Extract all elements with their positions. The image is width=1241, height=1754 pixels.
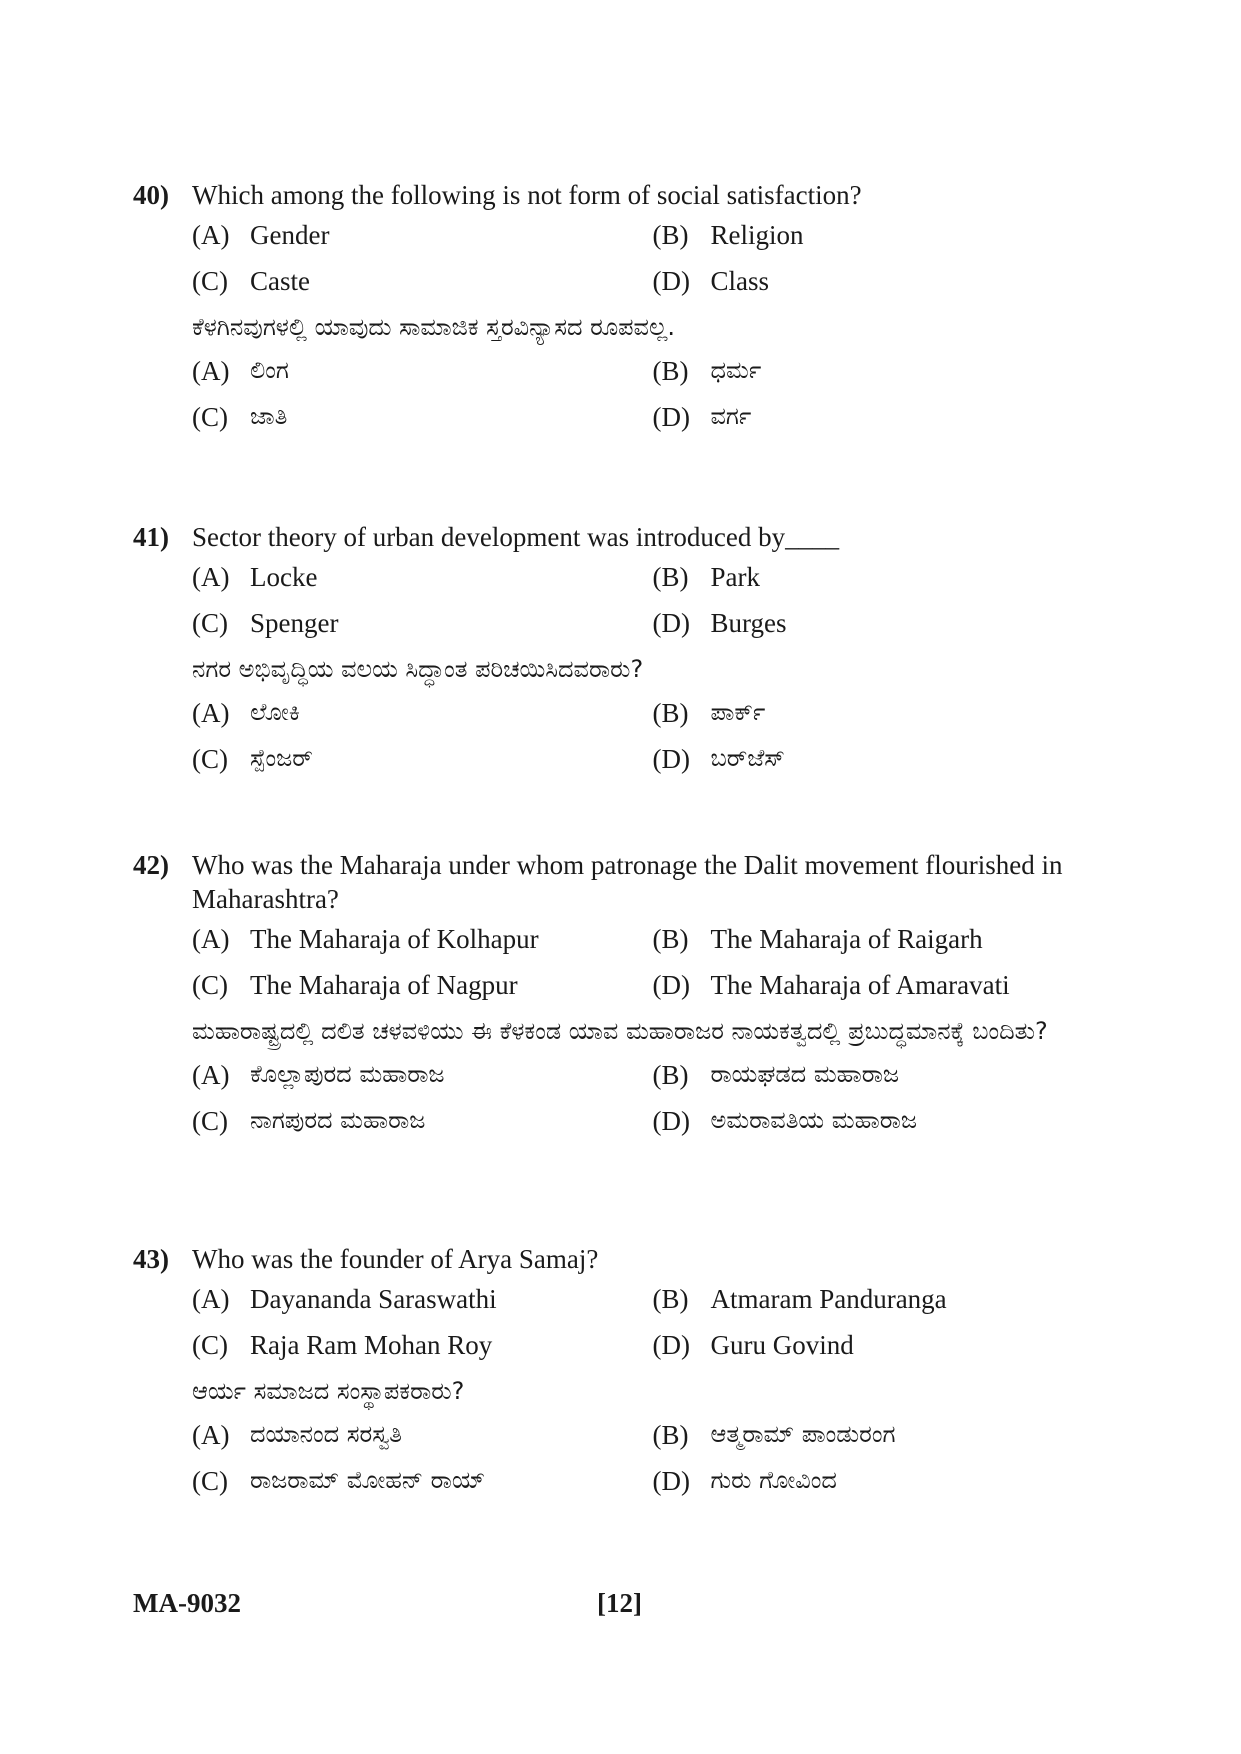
option-b-kannada [653,1060,1114,1091]
option-letter: (D) [652,969,690,1000]
option-text: Park [710,561,760,592]
option-c-kannada [192,744,653,775]
option-a-kannada [192,1060,653,1091]
option-letter: (A) [192,219,230,250]
option-text: ಗುರು ಗೋವಿಂದ [710,1465,837,1494]
question-text-english: Which among the following is not form of social satisfaction? [192,180,862,210]
question-42 [133,848,1113,1144]
option-letter: (C) [192,401,228,432]
option-letter: (A) [192,1059,230,1090]
option-b [653,220,1114,251]
question-text-kannada: ಕೆಳಗಿನವುಗಳಲ್ಲಿ ಯಾವುದು ಸಾಮಾಜಿಕ ಸ್ತರವಿನ್ಯಾಸದ ರೂಪವಲ್ಲ. [192,313,675,341]
option-text: ರಾಯಘಡದ ಮಹಾರಾಜ [710,1059,900,1088]
option-letter: (C) [192,969,228,1000]
option-letter: (D) [652,1465,690,1496]
option-text: Raja Ram Mohan Roy [250,1329,493,1360]
option-c [192,266,653,297]
option-d [653,266,1114,297]
option-letter: (C) [192,743,228,774]
option-text: ರಾಜರಾಮ್ ಮೋಹನ್ ರಾಯ್ [250,1465,486,1494]
option-text: ಲೋಕಿ [250,697,300,726]
option-letter: (B) [652,219,689,250]
option-b [653,562,1114,593]
option-text: Gender [250,219,330,250]
option-letter: (A) [192,697,230,728]
option-text: Spenger [250,607,339,638]
option-c [192,1330,653,1361]
option-c-kannada [192,1106,653,1137]
question-text-english: Sector theory of urban development was introduced by____ [192,522,840,552]
option-letter: (A) [192,355,230,386]
option-text: The Maharaja of Amaravati [710,969,1010,1000]
option-text: The Maharaja of Nagpur [250,969,518,1000]
option-c-kannada [192,402,653,433]
option-a [192,562,653,593]
option-b [653,1284,1114,1315]
option-b-kannada [653,356,1114,387]
option-text: ಅಮರಾವತಿಯ ಮಹಾರಾಜ [710,1105,917,1134]
option-text: ಸ್ಪೆಂಜರ್ [250,743,313,772]
question-number: 40) [133,180,169,210]
option-b-kannada [653,1420,1114,1451]
question-number: 43) [133,1244,169,1274]
option-a [192,1284,653,1315]
option-a-kannada [192,356,653,387]
question-heading [133,178,1113,212]
options-kannada [192,348,1113,440]
option-letter: (D) [652,743,690,774]
question-43 [133,1242,1113,1504]
options-kannada [192,1412,1113,1504]
option-letter: (B) [652,923,689,954]
option-text: ಜಾತಿ [250,401,288,430]
option-letter: (B) [652,1283,689,1314]
page-number: [12] [597,1588,642,1618]
option-letter: (C) [192,1329,228,1360]
option-c [192,970,653,1001]
option-c-kannada [192,1466,653,1497]
option-text: Religion [710,219,804,250]
option-letter: (C) [192,1465,228,1496]
option-text: Class [710,265,770,296]
option-text: ಬರ್‌ಜೆಸ್ [710,743,785,772]
option-text: Dayananda Saraswathi [250,1283,497,1314]
option-text: ಲಿಂಗ [250,355,289,384]
option-text: The Maharaja of Kolhapur [250,923,539,954]
options-english [192,554,1113,646]
option-letter: (C) [192,265,228,296]
question-number: 42) [133,850,169,880]
question-heading [133,848,1113,916]
option-text: ಧರ್ಮ [710,355,762,384]
option-b [653,924,1114,955]
option-letter: (D) [652,1329,690,1360]
option-text: The Maharaja of Raigarh [710,923,983,954]
options-english [192,916,1113,1008]
option-letter: (B) [652,697,689,728]
option-d [653,970,1114,1001]
option-text: Guru Govind [710,1329,854,1360]
options-kannada [192,690,1113,782]
option-a [192,924,653,955]
option-letter: (A) [192,1419,230,1450]
page-footer [133,1588,1113,1628]
question-heading [133,1242,1113,1276]
option-text: Caste [250,265,310,296]
option-letter: (D) [652,265,690,296]
option-text: ಪಾರ್ಕ್ [710,697,766,726]
option-b-kannada [653,698,1114,729]
option-d [653,1330,1114,1361]
question-40 [133,178,1113,440]
option-letter: (A) [192,561,230,592]
option-letter: (C) [192,1105,228,1136]
option-a-kannada [192,1420,653,1451]
paper-code: MA-9032 [133,1588,241,1618]
option-letter: (A) [192,923,230,954]
option-letter: (D) [652,607,690,638]
options-english [192,212,1113,304]
option-letter: (B) [652,355,689,386]
option-text: Locke [250,561,318,592]
question-text-english: Who was the Maharaja under whom patronage the Dalit movement flourished in Maharashtra? [192,850,1063,914]
question-text-kannada: ನಗರ ಅಭಿವೃದ್ಧಿಯ ವಲಯ ಸಿದ್ಧಾಂತ ಪರಿಚಯಿಸಿದವರಾರು? [192,655,644,683]
question-text-english: Who was the founder of Arya Samaj? [192,1244,599,1274]
option-text: ಆತ್ಮರಾಮ್ ಪಾಂಡುರಂಗ [710,1419,896,1448]
option-text: Burges [710,607,787,638]
question-text-kannada: ಆರ್ಯ ಸಮಾಜದ ಸಂಸ್ಥಾಪಕರಾರು? [192,1377,465,1405]
question-number: 41) [133,522,169,552]
option-text: ನಾಗಪುರದ ಮಹಾರಾಜ [250,1105,426,1134]
option-d-kannada [653,744,1114,775]
option-letter: (D) [652,401,690,432]
option-a [192,220,653,251]
option-d-kannada [653,1466,1114,1497]
options-kannada [192,1052,1113,1144]
option-letter: (B) [652,561,689,592]
question-text-kannada: ಮಹಾರಾಷ್ಟ್ರದಲ್ಲಿ ದಲಿತ ಚಳವಳಿಯು ಈ ಕೆಳಕಂಡ ಯಾವ ಮಹಾರಾಜರ ನಾಯಕತ್ವದಲ್ಲಿ ಪ್ರಬುದ್ಧಮಾನಕ್ಕೆ ಬಂದಿತು? [192,1017,1048,1045]
question-41 [133,520,1113,782]
option-text: Atmaram Panduranga [710,1283,947,1314]
option-d-kannada [653,402,1114,433]
option-a-kannada [192,698,653,729]
option-d [653,608,1114,639]
option-text: ವರ್ಗ [710,401,752,430]
question-heading [133,520,1113,554]
option-letter: (B) [652,1419,689,1450]
option-letter: (B) [652,1059,689,1090]
options-english [192,1276,1113,1368]
option-d-kannada [653,1106,1114,1137]
option-letter: (A) [192,1283,230,1314]
option-letter: (C) [192,607,228,638]
option-c [192,608,653,639]
option-letter: (D) [652,1105,690,1136]
option-text: ದಯಾನಂದ ಸರಸ್ವತಿ [250,1419,402,1448]
option-text: ಕೊಲ್ಲಾಪುರದ ಮಹಾರಾಜ [250,1059,445,1088]
